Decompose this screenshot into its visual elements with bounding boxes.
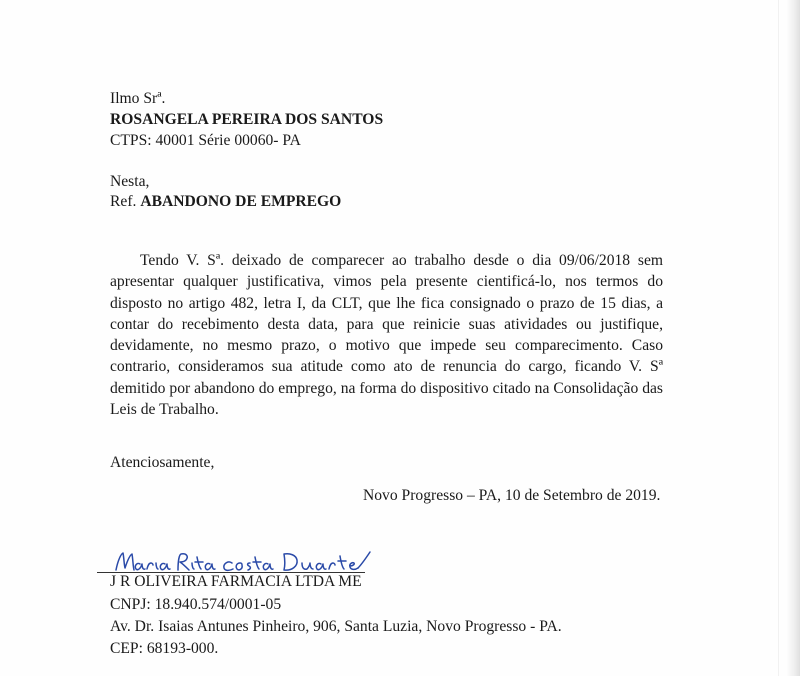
letter-body: Tendo V. Sª. deixado de comparecer ao trabalho desde o dia 09/06/2018 sem apresentar qualquer justificativa, vimos pela presente cientificá-lo, nos termos do disposto no artigo 482, letra I, da CLT, que lhe fica consignado o prazo de 15 dias, a contar do recebimento desta data, para que reinicie suas atividades ou justifique, devidamente, no mesmo prazo, o motivo que impede seu comparecimento. Caso contrario, consideramos sua atitude como ato de renuncia do cargo, ficando V. Sª demitido por abandono do emprego, na forma do dispositivo citado na Consolidação das Leis de Trabalho. bbox=[110, 252, 663, 419]
reference-subject: ABANDONO DE EMPREGO bbox=[140, 193, 342, 210]
scan-edge-shade bbox=[786, 0, 800, 676]
sender-cep: CEP: 68193-000. bbox=[110, 640, 219, 657]
recipient-name: ROSANGELA PEREIRA DOS SANTOS bbox=[110, 111, 384, 128]
scan-edge-line bbox=[778, 0, 779, 676]
sender-cnpj: CNPJ: 18.940.574/0001-05 bbox=[110, 596, 282, 613]
closing: Atenciosamente, bbox=[110, 454, 215, 471]
nesta-line: Nesta, bbox=[110, 173, 150, 190]
recipient-ctps: CTPS: 40001 Série 00060- PA bbox=[110, 132, 301, 149]
sender-address: Av. Dr. Isaias Antunes Pinheiro, 906, Santa Luzia, Novo Progresso - PA. bbox=[110, 618, 562, 635]
reference-prefix: Ref. bbox=[110, 193, 141, 210]
salutation: Ilmo Srª. bbox=[110, 90, 166, 107]
reference-line bbox=[110, 192, 341, 212]
sender-company: J R OLIVEIRA FARMACIA LTDA ME bbox=[110, 573, 362, 590]
place-and-date: Novo Progresso – PA, 10 de Setembro de 2019. bbox=[363, 487, 661, 504]
